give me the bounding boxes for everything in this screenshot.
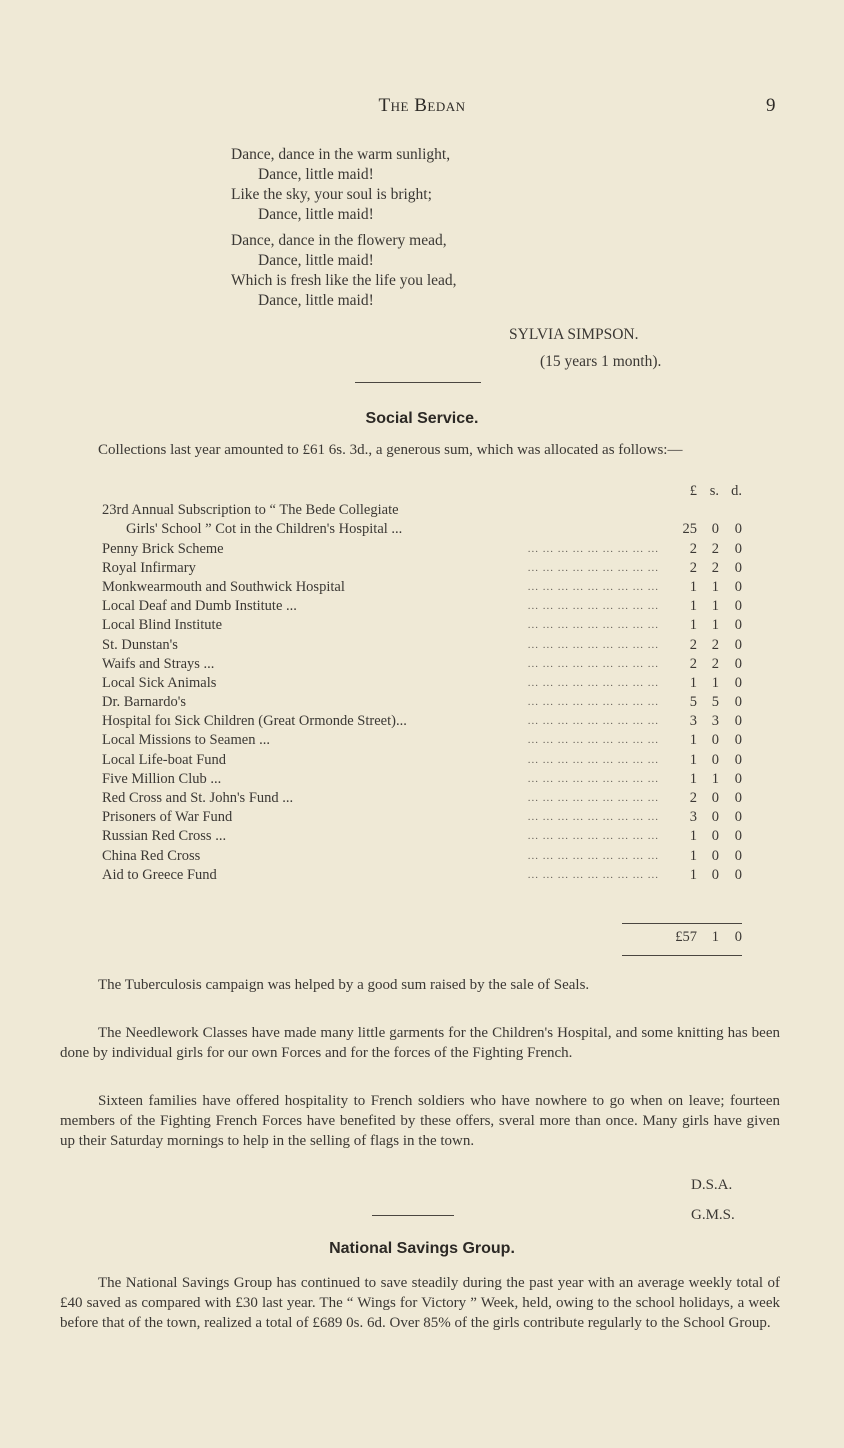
item-shillings: 2	[711, 636, 719, 653]
item-shillings: 1	[711, 598, 719, 615]
item-name: China Red Cross	[102, 848, 204, 864]
item-pence: 0	[734, 655, 742, 672]
national-savings-paragraph: The National Savings Group has continued to save steadily during the past year with an average weekly total of £40 saved as compared with £30 last year. The “ Wings for Victory ” Week, held, owing to the school holidays, a week before that of the town, realized a total of £689 0s. 6d. Over 85% of the girls contribute regularly to the School Group.	[60, 1275, 780, 1331]
item-pounds: 1	[689, 866, 697, 883]
leader-dots: ... ... ... ... ... ... ... ... ...	[527, 753, 659, 766]
item-name: Prisoners of War Fund	[102, 809, 236, 825]
table-row	[102, 789, 742, 808]
item-pence: 0	[734, 617, 742, 634]
col-header-pounds: £	[689, 483, 697, 499]
item-pounds: 1	[689, 617, 697, 634]
item-pence: 0	[734, 847, 742, 864]
poem-line: Dance, little maid!	[258, 206, 374, 223]
item-pounds: 5	[689, 694, 697, 711]
item-shillings: 1	[711, 674, 719, 691]
item-shillings: 5	[711, 694, 719, 711]
total-pence: 0	[734, 929, 742, 945]
item-name: St. Dunstan's	[102, 637, 182, 653]
item-shillings: 1	[711, 617, 719, 634]
item-shillings: 1	[711, 578, 719, 595]
leader-dots: ... ... ... ... ... ... ... ... ...	[527, 600, 659, 613]
leader-dots: ... ... ... ... ... ... ... ... ...	[527, 676, 659, 689]
col-header-shillings: s.	[709, 483, 719, 499]
section-divider	[372, 1215, 454, 1216]
poem-line: Dance, little maid!	[258, 252, 374, 269]
table-row	[102, 655, 742, 674]
item-shillings: 3	[711, 713, 719, 730]
leader-dots: ... ... ... ... ... ... ... ... ...	[527, 619, 659, 632]
item-pence: 0	[734, 751, 742, 768]
item-shillings: 0	[711, 847, 719, 864]
poem-line: Dance, little maid!	[258, 292, 374, 309]
table-rows	[102, 540, 742, 885]
item-name: Hospital foı Sick Children (Great Ormonde Street)...	[102, 713, 411, 729]
item-pence: 0	[734, 770, 742, 787]
table-row	[102, 616, 742, 635]
item-pounds: 2	[689, 559, 697, 576]
poem	[231, 145, 457, 311]
item-pence: 0	[734, 521, 742, 538]
item-pounds: 3	[689, 809, 697, 826]
item-pence: 0	[734, 828, 742, 845]
leader-dots: ... ... ... ... ... ... ... ... ...	[527, 830, 659, 843]
item-pounds: 1	[689, 751, 697, 768]
table-row	[102, 751, 742, 770]
item-shillings: 0	[711, 732, 719, 749]
item-shillings: 0	[711, 866, 719, 883]
item-shillings: 1	[711, 770, 719, 787]
item-pounds: 2	[689, 790, 697, 806]
table-row	[102, 540, 742, 559]
leader-dots: ... ... ... ... ... ... ... ... ...	[527, 734, 659, 747]
poem-line: Dance, little maid!	[258, 166, 374, 183]
item-name: Local Deaf and Dumb Institute ...	[102, 598, 301, 614]
signature-dsa: D.S.A.	[691, 1177, 733, 1193]
leader-dots: ... ... ... ... ... ... ... ... ...	[527, 542, 659, 555]
item-pence: 0	[734, 598, 742, 615]
leader-dots: ... ... ... ... ... ... ... ... ...	[527, 638, 659, 651]
table-row	[102, 501, 742, 520]
item-name: Dr. Barnardo's	[102, 694, 190, 710]
leader-dots: ... ... ... ... ... ... ... ... ...	[527, 561, 659, 574]
col-header-pence: d.	[731, 483, 742, 499]
item-shillings: 0	[711, 828, 719, 845]
table-row	[102, 520, 742, 539]
item-name: Waifs and Strays ...	[102, 656, 218, 672]
leader-dots: ... ... ... ... ... ... ... ... ...	[527, 580, 659, 593]
poem-line: Dance, dance in the warm sunlight,	[231, 146, 451, 163]
item-name: Five Million Club ...	[102, 771, 225, 787]
table-row	[102, 559, 742, 578]
poem-author-age: (15 years 1 month).	[540, 353, 662, 370]
social-service-intro: Collections last year amounted to £61 6s. 3d., a generous sum, which was allocated as follows:—	[98, 442, 683, 458]
table-row	[102, 597, 742, 616]
social-service-heading: Social Service.	[365, 410, 479, 427]
table-row	[102, 636, 742, 655]
allocation-table	[102, 482, 742, 885]
running-header-title: The Bedan	[378, 95, 466, 116]
item-pence: 0	[734, 636, 742, 653]
item-pounds: 1	[689, 598, 697, 615]
item-pounds: 1	[689, 578, 697, 595]
item-pence: 0	[734, 713, 742, 730]
item-pounds: 2	[689, 540, 697, 557]
item-pounds: 3	[689, 713, 697, 730]
total-rule-bottom	[622, 955, 742, 956]
item-pounds: 1	[689, 732, 697, 749]
table-row	[102, 674, 742, 693]
table-row	[102, 866, 742, 885]
item-shillings: 0	[711, 809, 719, 826]
item-shillings: 2	[711, 655, 719, 672]
item-pounds: 25	[682, 521, 697, 538]
poem-line: Like the sky, your soul is bright;	[231, 186, 432, 203]
total-pounds: £57	[675, 929, 697, 945]
section-divider	[355, 382, 481, 383]
table-row	[102, 578, 742, 597]
leader-dots: ... ... ... ... ... ... ... ... ...	[527, 657, 659, 670]
table-row	[102, 827, 742, 846]
item-shillings: 0	[711, 790, 719, 806]
table-row	[102, 770, 742, 789]
item-pence: 0	[734, 809, 742, 826]
item-name: Local Sick Animals	[102, 675, 220, 691]
item-shillings: 0	[711, 751, 719, 768]
poem-line: Which is fresh like the life you lead,	[231, 272, 457, 289]
paragraph-needlework: The Needlework Classes have made many little garments for the Children's Hospital, and some knitting has been done by individual girls for our own Forces and for the forces of the Fighting French.	[60, 1025, 780, 1061]
item-pence: 0	[734, 694, 742, 711]
table-row	[102, 712, 742, 731]
table-row	[102, 731, 742, 750]
paragraph-tuberculosis: The Tuberculosis campaign was helped by a good sum raised by the sale of Seals.	[98, 977, 590, 993]
paragraph-hospitality: Sixteen families have offered hospitality to French soldiers who have nowhere to go when on leave; fourteen members of the Fighting French Forces have benefited by these offers, sveral more than once. Many girls have given up their Saturday mornings to help in the selling of flags in the town.	[60, 1093, 780, 1149]
table-row	[102, 693, 742, 712]
item-pounds: 2	[689, 655, 697, 672]
item-shillings: 2	[711, 559, 719, 576]
total-row-wrap	[102, 928, 742, 947]
item-name: Aid to Greece Fund	[102, 867, 221, 883]
item-pounds: 1	[689, 770, 697, 787]
item-shillings: 2	[711, 540, 719, 557]
signature-gms: G.M.S.	[691, 1207, 735, 1223]
item-pounds: 1	[689, 847, 697, 864]
leader-dots: ... ... ... ... ... ... ... ... ...	[527, 772, 659, 785]
item-name: Monkwearmouth and Southwick Hospital	[102, 579, 349, 595]
item-pence: 0	[734, 674, 742, 691]
item-name: Russian Red Cross ...	[102, 828, 230, 844]
item-pence: 0	[734, 540, 742, 557]
item-name: Red Cross and St. John's Fund ...	[102, 790, 297, 806]
item-name: Local Life-boat Fund	[102, 752, 230, 768]
item-pence: 0	[734, 732, 742, 749]
leader-dots: ... ... ... ... ... ... ... ... ...	[527, 696, 659, 709]
item-name: Penny Brick Scheme	[102, 541, 228, 557]
item-pounds: 1	[689, 828, 697, 845]
poem-line: Dance, dance in the flowery mead,	[231, 232, 447, 249]
leader-dots: ... ... ... ... ... ... ... ... ...	[527, 811, 659, 824]
page-number: 9	[766, 95, 776, 116]
item-pence: 0	[734, 559, 742, 576]
item-name: 23rd Annual Subscription to “ The Bede Collegiate	[102, 502, 403, 518]
leader-dots: ... ... ... ... ... ... ... ... ...	[527, 792, 659, 804]
item-name: Royal Infirmary	[102, 560, 200, 576]
leader-dots: ... ... ... ... ... ... ... ... ...	[527, 715, 659, 728]
total-shillings: 1	[711, 929, 719, 945]
total-row	[102, 928, 742, 947]
table-row	[102, 847, 742, 866]
table-header-row	[102, 482, 742, 501]
item-name-continuation: Girls' School ” Cot in the Children's Hospital ...	[126, 521, 406, 537]
item-pounds: 1	[689, 674, 697, 691]
poem-author: SYLVIA SIMPSON.	[509, 326, 639, 343]
total-rule-top	[622, 923, 742, 924]
item-pounds: 2	[689, 636, 697, 653]
leader-dots: ... ... ... ... ... ... ... ... ...	[527, 849, 659, 862]
item-name: Local Blind Institute	[102, 617, 226, 633]
item-pence: 0	[734, 866, 742, 883]
national-savings-heading: National Savings Group.	[329, 1240, 515, 1257]
item-name: Local Missions to Seamen ...	[102, 732, 274, 748]
item-pence: 0	[734, 790, 742, 806]
item-pence: 0	[734, 578, 742, 595]
table-row	[102, 808, 742, 827]
item-shillings: 0	[711, 521, 719, 538]
leader-dots: ... ... ... ... ... ... ... ... ...	[527, 868, 659, 881]
